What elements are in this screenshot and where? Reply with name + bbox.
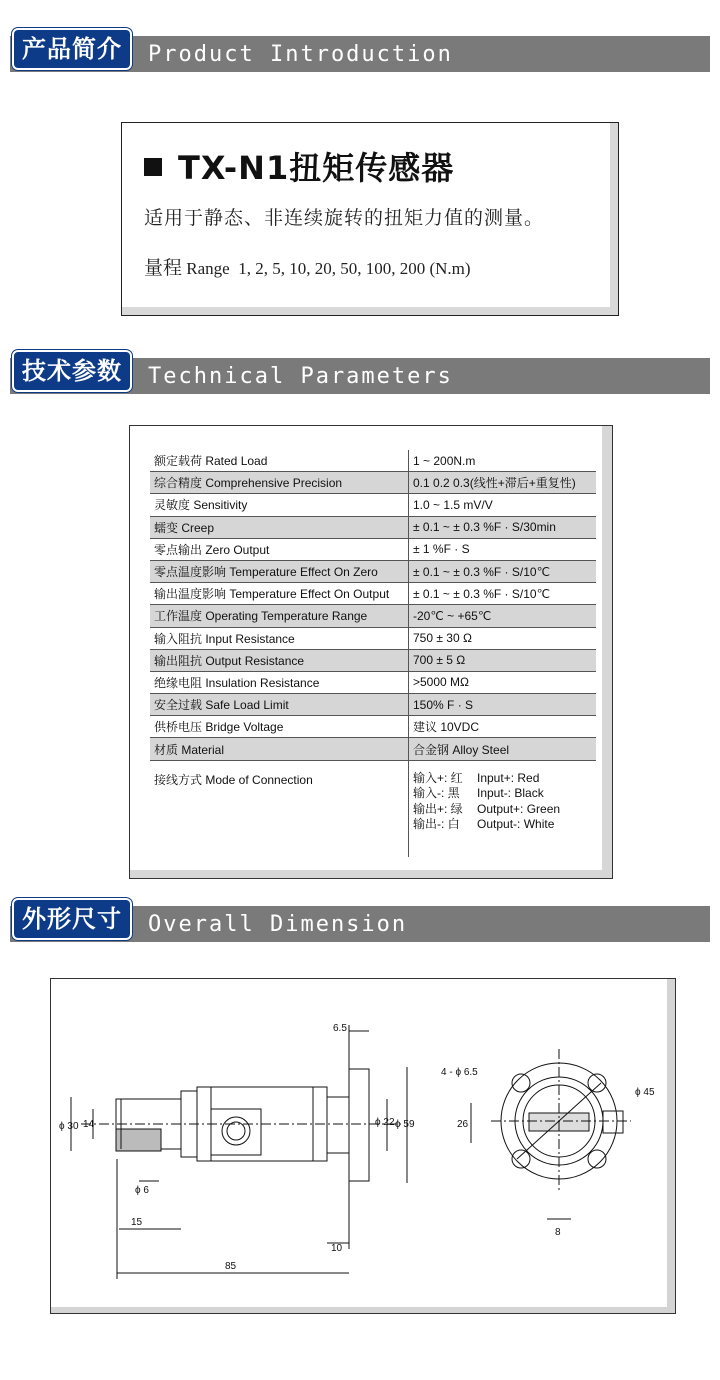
section-tag: 产品简介 bbox=[12, 28, 132, 70]
wire-zh: 输出+: 绿 bbox=[413, 801, 463, 816]
connection-values bbox=[409, 760, 597, 857]
dim-d45: ϕ 45 bbox=[635, 1087, 655, 1098]
table-row bbox=[150, 516, 596, 538]
param-value: ± 0.1 ~ ± 0.3 %F · S/10℃ bbox=[409, 583, 597, 605]
table-row bbox=[150, 494, 596, 516]
right-hub bbox=[327, 1097, 349, 1153]
product-range: 量程 Range 1, 2, 5, 10, 20, 50, 100, 200 (N.m) bbox=[144, 258, 471, 279]
table-row bbox=[150, 671, 596, 693]
section-title: Overall Dimension bbox=[148, 912, 408, 937]
param-value: 0.1 0.2 0.3(线性+滞后+重复性) bbox=[409, 472, 597, 494]
dim-26: 26 bbox=[457, 1119, 469, 1130]
connection-label: 接线方式 Mode of Connection bbox=[150, 760, 409, 857]
dimension-drawing bbox=[51, 979, 675, 1313]
dim-14: 14 bbox=[83, 1119, 95, 1130]
section-header-params bbox=[10, 356, 710, 394]
parameters-table bbox=[150, 450, 596, 857]
wire-en: Input-: Black bbox=[477, 786, 544, 801]
param-value: >5000 MΩ bbox=[409, 671, 597, 693]
connection-line bbox=[413, 817, 592, 833]
table-row bbox=[150, 694, 596, 716]
dim-10: 10 bbox=[331, 1243, 343, 1254]
param-value: 1.0 ~ 1.5 mV/V bbox=[409, 494, 597, 516]
wire-zh: 输入+: 红 bbox=[413, 770, 463, 785]
param-label: 零点温度影响 Temperature Effect On Zero bbox=[150, 560, 409, 582]
connection-line bbox=[413, 771, 592, 787]
connection-line bbox=[413, 786, 592, 802]
product-description: 适用于静态、非连续旋转的扭矩力值的测量。 bbox=[144, 207, 545, 229]
dim-85: 85 bbox=[225, 1261, 237, 1272]
param-value: -20℃ ~ +65℃ bbox=[409, 605, 597, 627]
connector-socket bbox=[222, 1117, 250, 1145]
param-value: ± 0.1 ~ ± 0.3 %F · S/30min bbox=[409, 516, 597, 538]
param-label: 蠕变 Creep bbox=[150, 516, 409, 538]
table-row bbox=[150, 560, 596, 582]
param-value: 750 ± 30 Ω bbox=[409, 627, 597, 649]
param-value: ± 1 %F · S bbox=[409, 538, 597, 560]
param-label: 安全过载 Safe Load Limit bbox=[150, 694, 409, 716]
table-row bbox=[150, 649, 596, 671]
section-title: Product Introduction bbox=[148, 42, 453, 67]
table-row bbox=[150, 538, 596, 560]
wire-en: Input+: Red bbox=[477, 770, 540, 785]
param-value: 合金钢 Alloy Steel bbox=[409, 738, 597, 760]
param-label: 综合精度 Comprehensive Precision bbox=[150, 472, 409, 494]
section-header-dims bbox=[10, 904, 710, 942]
dimension-drawing-panel bbox=[50, 978, 676, 1314]
dim-d6: ϕ 6 bbox=[135, 1185, 149, 1196]
connector-plate bbox=[211, 1109, 261, 1155]
dim-d30: ϕ 30 bbox=[59, 1121, 79, 1132]
table-row-connection bbox=[150, 760, 596, 857]
wire-en: Output-: White bbox=[477, 817, 555, 832]
table-row bbox=[150, 716, 596, 738]
product-intro-box bbox=[121, 122, 619, 316]
dim-holes: 4 - ϕ 6.5 bbox=[441, 1067, 478, 1078]
section-tag: 技术参数 bbox=[12, 350, 132, 392]
wire-en: Output+: Green bbox=[477, 801, 561, 816]
table-row bbox=[150, 450, 596, 472]
square-bullet-icon bbox=[144, 158, 162, 176]
param-label: 供桥电压 Bridge Voltage bbox=[150, 716, 409, 738]
param-value: ± 0.1 ~ ± 0.3 %F · S/10℃ bbox=[409, 560, 597, 582]
product-title: TX-N1扭矩传感器 bbox=[144, 143, 454, 189]
table-row bbox=[150, 605, 596, 627]
param-value: 建议 10VDC bbox=[409, 716, 597, 738]
param-label: 额定载荷 Rated Load bbox=[150, 450, 409, 472]
dim-d22: ϕ 22 bbox=[375, 1117, 395, 1128]
param-label: 输出温度影响 Temperature Effect On Output bbox=[150, 583, 409, 605]
section-header-intro bbox=[10, 34, 710, 72]
param-label: 零点输出 Zero Output bbox=[150, 538, 409, 560]
table-row bbox=[150, 738, 596, 760]
table-row bbox=[150, 472, 596, 494]
table-row bbox=[150, 627, 596, 649]
param-label: 工作温度 Operating Temperature Range bbox=[150, 605, 409, 627]
section-tag: 外形尺寸 bbox=[12, 898, 132, 940]
shaft-section-hatch bbox=[116, 1129, 161, 1151]
right-flange bbox=[349, 1069, 369, 1181]
param-label: 输入阻抗 Input Resistance bbox=[150, 627, 409, 649]
dim-d59: ϕ 59 bbox=[395, 1119, 415, 1130]
param-label: 绝缘电阻 Insulation Resistance bbox=[150, 671, 409, 693]
param-label: 灵敏度 Sensitivity bbox=[150, 494, 409, 516]
connection-line bbox=[413, 802, 592, 818]
table-row bbox=[150, 583, 596, 605]
dim-6-5: 6.5 bbox=[333, 1023, 347, 1034]
wire-zh: 输出-: 白 bbox=[413, 817, 460, 832]
wire-zh: 输入-: 黑 bbox=[413, 786, 460, 801]
param-value: 150% F · S bbox=[409, 694, 597, 716]
side-connector bbox=[603, 1111, 623, 1133]
technical-parameters-panel bbox=[129, 425, 613, 879]
dim-15: 15 bbox=[131, 1217, 143, 1228]
param-label: 材质 Material bbox=[150, 738, 409, 760]
param-value: 700 ± 5 Ω bbox=[409, 649, 597, 671]
dim-8: 8 bbox=[555, 1227, 561, 1238]
param-label: 输出阻抗 Output Resistance bbox=[150, 649, 409, 671]
param-value: 1 ~ 200N.m bbox=[409, 450, 597, 472]
section-title: Technical Parameters bbox=[148, 364, 453, 389]
